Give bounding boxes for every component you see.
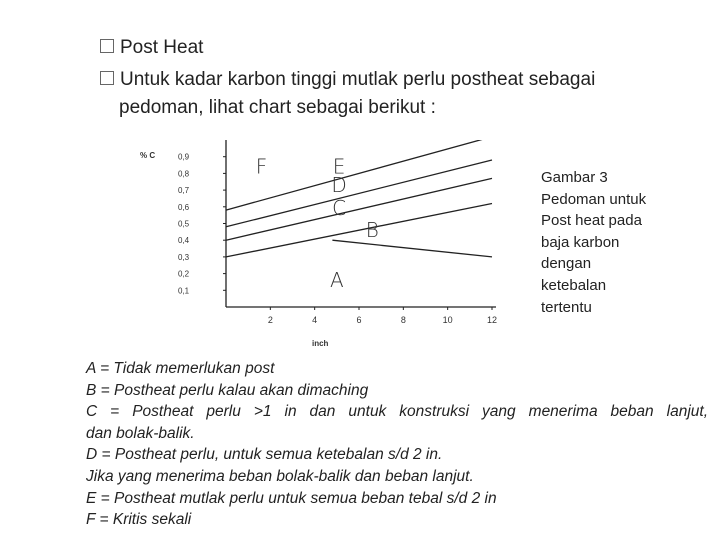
- figure-caption: [541, 167, 711, 318]
- region-label: D: [331, 172, 347, 197]
- caption-line: tertentu: [541, 298, 592, 316]
- y-tick-label: 0,6: [178, 202, 190, 212]
- boundary-line: [332, 240, 492, 257]
- caption-line: Pedoman untuk: [541, 190, 647, 208]
- y-tick-label: 0,2: [178, 269, 190, 279]
- legend-item-f: F = Kritis sekali: [86, 511, 192, 529]
- caption-line: baja karbon: [541, 233, 620, 251]
- legend: [86, 358, 708, 531]
- region-label: F: [255, 154, 268, 179]
- legend-item-c: C = Postheat perlu >1 in dan untuk konstruksi yang menerima beban lanjut,: [86, 403, 708, 421]
- region-label: B: [365, 217, 379, 242]
- bullet-text: Post Heat: [120, 37, 204, 58]
- postheat-chart: [130, 140, 510, 355]
- x-tick-label: 12: [486, 315, 498, 325]
- caption-line: dengan: [541, 255, 592, 273]
- legend-item-d-cont: Jika yang menerima beban bolak-balik dan beban lanjut.: [86, 467, 474, 485]
- boundary-line: [226, 204, 492, 257]
- region-label: E: [332, 154, 346, 179]
- boundary-line: [226, 178, 492, 240]
- y-tick-label: 0,3: [178, 252, 190, 262]
- x-tick-label: 2: [267, 315, 273, 325]
- y-tick-label: 0,8: [178, 169, 190, 179]
- bullet-box-icon: [100, 39, 114, 53]
- legend-item-a: A = Tidak memerlukan post: [86, 360, 275, 377]
- bullet-carbon: [100, 68, 595, 92]
- caption-line: ketebalan: [541, 276, 607, 294]
- bullet-text-continued: pedoman, lihat chart sebagai berikut :: [119, 97, 436, 118]
- x-tick-label: 6: [356, 315, 362, 325]
- y-tick-label: 0,7: [178, 186, 190, 196]
- x-tick-label: 10: [442, 315, 453, 325]
- x-tick-label: 4: [312, 315, 318, 325]
- y-axis-label: % C: [140, 151, 156, 160]
- x-tick-label: 8: [400, 315, 406, 325]
- bullet-post-heat: [100, 36, 203, 60]
- x-axis-label: inch: [312, 339, 329, 348]
- legend-item-c-cont: dan bolak-balik.: [86, 424, 195, 442]
- legend-item-d: D = Postheat perlu, untuk semua ketebalan s/d 2 in.: [86, 446, 443, 464]
- y-tick-label: 0,1: [178, 286, 190, 296]
- region-label: C: [332, 196, 347, 221]
- y-tick-label: 0,5: [178, 219, 190, 229]
- bullet-text: Untuk kadar karbon tinggi mutlak perlu postheat sebagai: [120, 69, 596, 90]
- caption-line: Gambar 3: [541, 169, 608, 186]
- caption-line: Post heat pada: [541, 212, 642, 230]
- region-label: A: [329, 267, 344, 292]
- y-tick-label: 0,4: [178, 236, 190, 246]
- legend-item-e: E = Postheat mutlak perlu untuk semua beban tebal s/d 2 in: [86, 489, 497, 507]
- legend-item-b: B = Postheat perlu kalau akan dimaching: [86, 381, 369, 399]
- bullet-box-icon: [100, 71, 114, 85]
- y-tick-label: 0,9: [178, 152, 190, 162]
